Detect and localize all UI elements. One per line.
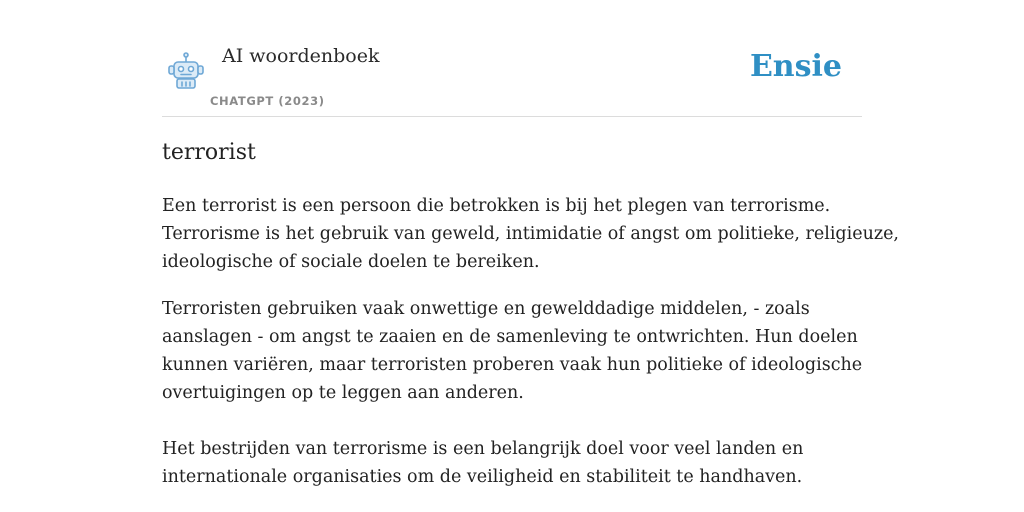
robot-icon (166, 52, 206, 90)
definition-line: overtuigingen op te leggen aan anderen. (162, 383, 524, 403)
definition-paragraph (162, 192, 899, 276)
definition-line: kunnen variëren, maar terroristen proberen vaak hun politieke of ideologische (162, 355, 863, 375)
entry-term: terrorist (162, 140, 256, 165)
definition-line: internationale organisaties om de veiligheid en stabiliteit te handhaven. (162, 467, 803, 487)
dictionary-entry-card (162, 0, 899, 512)
definition-line: Een terrorist is een persoon die betrokken is bij het plegen van terrorisme. (162, 196, 831, 216)
definition-line: Het bestrijden van terrorisme is een belangrijk doel voor veel landen en (162, 439, 804, 459)
ensie-logo-link[interactable]: Ensie (749, 49, 842, 84)
definition-paragraph (162, 295, 862, 407)
definition-line: aanslagen - om angst te zaaien en de samenleving te ontwrichten. Hun doelen (162, 327, 858, 347)
dictionary-title[interactable]: AI woordenboek (222, 45, 380, 67)
definition-line: ideologische of sociale doelen te bereiken. (162, 252, 540, 272)
dictionary-source: CHATGPT (2023) (210, 94, 325, 108)
dictionary-header (162, 0, 862, 117)
definition-paragraph (162, 435, 862, 491)
definition-line: Terroristen gebruiken vaak onwettige en gewelddadige middelen, - zoals (162, 299, 810, 319)
definition-line: Terrorisme is het gebruik van geweld, intimidatie of angst om politieke, religieuze, (162, 224, 899, 244)
